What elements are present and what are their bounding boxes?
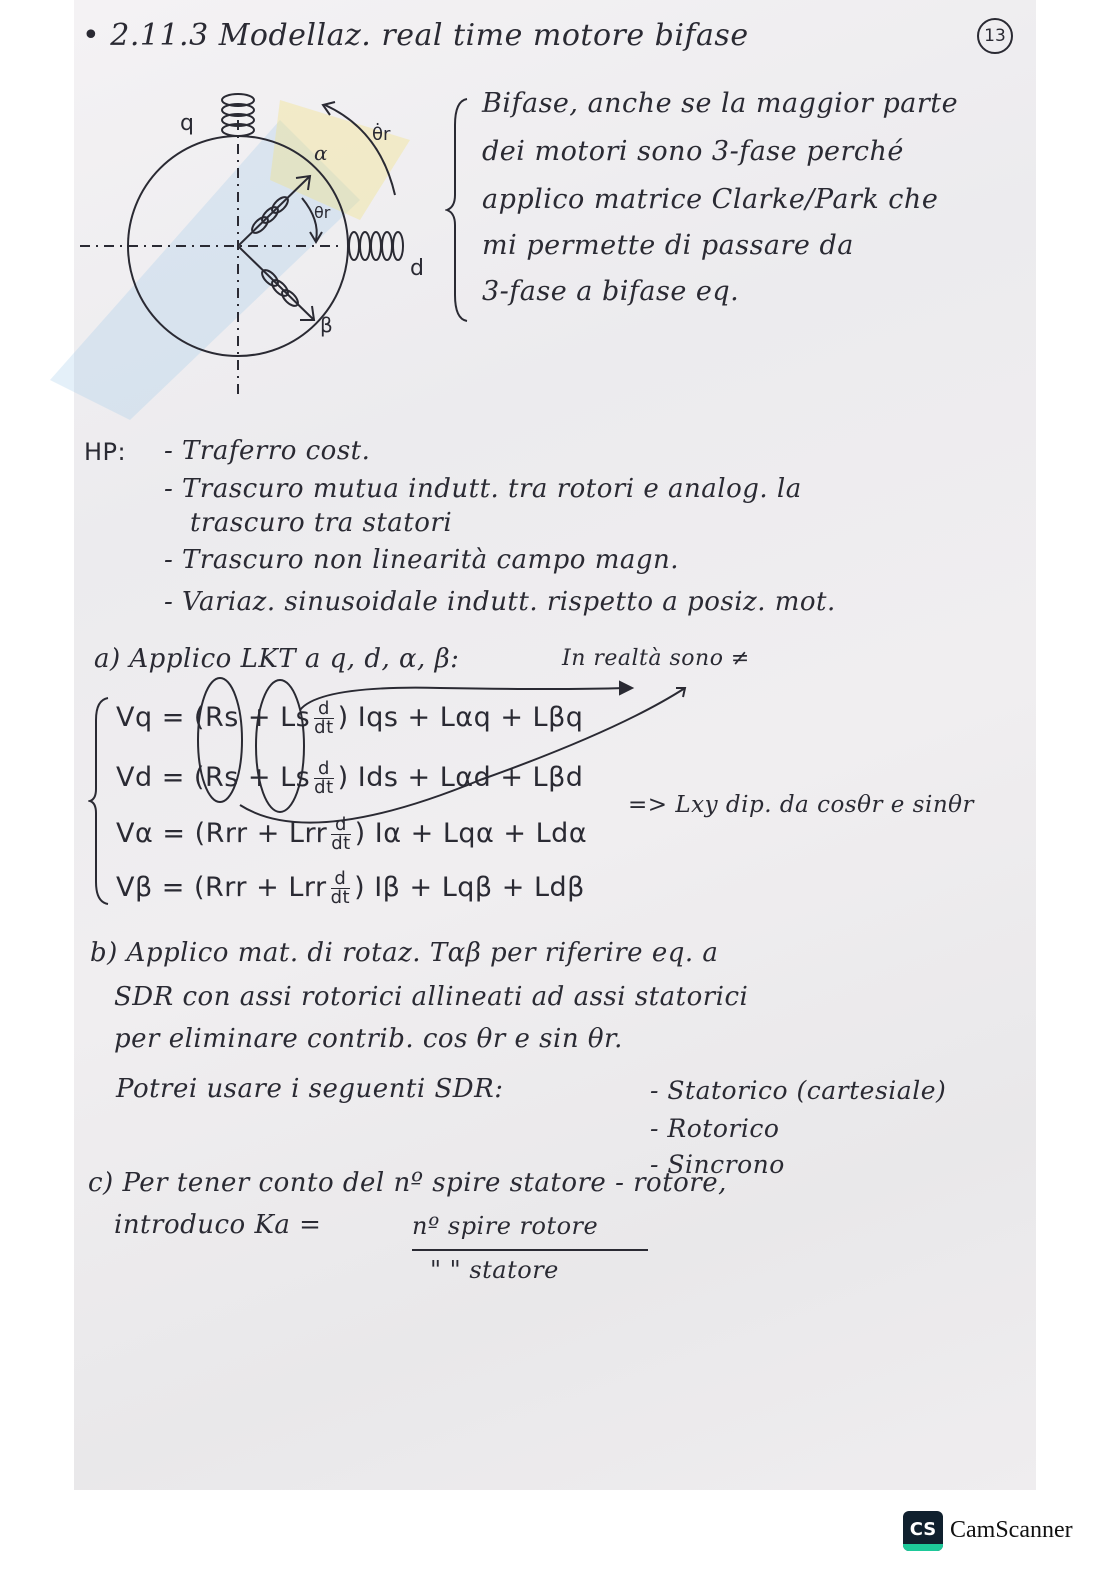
step-b-line-1: b) Applico mat. di rotaz. Tαβ per riferire eq. a <box>90 938 719 968</box>
hypothesis-3: - Trascuro non linearità campo magn. <box>164 545 680 575</box>
q-axis-label: q <box>180 111 194 136</box>
intro-line-3: applico matrice Clarke/Park che <box>482 184 939 215</box>
equation-vd: Vd = (Rs + Ls $\frac{d}{dt}$ ) Ids + Lαd + Lβd <box>116 758 584 798</box>
sdr-option-rotorico: - Rotorico <box>650 1114 780 1143</box>
step-b-line-2: SDR con assi rotorici allineati ad assi statorici <box>114 982 749 1012</box>
step-a-heading: a) Applico LKT a q, d, α, β: <box>94 644 460 674</box>
theta-r-dot-label: θ̇r <box>372 124 391 145</box>
implication-note: => Lxy dip. da cosθr e sinθr <box>628 792 974 818</box>
hypotheses-label: HP: <box>84 438 127 466</box>
d-axis-label: d <box>410 256 424 281</box>
intro-line-5: 3-fase a bifase eq. <box>482 276 740 307</box>
left-brace-icon <box>445 95 475 325</box>
hypothesis-2-cont: trascuro tra statori <box>190 508 453 538</box>
intro-line-1: Bifase, anche se la maggior parte <box>482 88 959 119</box>
camscanner-logo-icon: CS <box>903 1511 943 1551</box>
equation-valpha: Vα = (Rrr + Lrr $\frac{d}{dt}$ ) Iα + Lqα + Ldα <box>116 814 588 854</box>
step-b-line-3: per eliminare contrib. cos θr e sin θr. <box>114 1024 623 1054</box>
sdr-intro: Potrei usare i seguenti SDR: <box>116 1074 504 1104</box>
hypothesis-1: - Traferro cost. <box>164 436 371 466</box>
camscanner-brand: CamScanner <box>950 1517 1073 1543</box>
sdr-option-sincrono: - Sincrono <box>650 1150 785 1179</box>
step-c-line-1: c) Per tener conto del nº spire statore - rotore, <box>88 1168 727 1198</box>
beta-label: β <box>320 313 333 337</box>
sdr-option-statorico: - Statorico (cartesiale) <box>650 1076 947 1105</box>
page-number-badge: 13 <box>977 18 1013 54</box>
alpha-label: α <box>314 141 328 165</box>
ka-denominator: " " statore <box>430 1256 559 1284</box>
system-brace-icon <box>88 694 112 908</box>
equation-vbeta: Vβ = (Rrr + Lrr $\frac{d}{dt}$ ) Iβ + Lqβ + Ldβ <box>116 868 585 908</box>
motor-axes-diagram <box>70 70 450 410</box>
intro-line-2: dei motori sono 3-fase perché <box>482 136 904 167</box>
theta-r-label: θr <box>314 203 331 222</box>
section-title: • 2.11.3 Modellaz. real time motore bifase <box>82 18 749 53</box>
d-coil-icon <box>349 232 403 260</box>
equation-vq: Vq = (Rs + Ls $\frac{d}{dt}$ ) Iqs + Lαq + Lβq <box>116 698 584 738</box>
hypothesis-2: - Trascuro mutua indutt. tra rotori e analog. la <box>164 474 802 504</box>
intro-line-4: mi permette di passare da <box>482 230 854 261</box>
ka-numerator: nº spire rotore <box>412 1212 599 1240</box>
ka-fraction-line <box>412 1249 648 1251</box>
step-c-line-2: introduco Ka = <box>114 1210 322 1240</box>
step-a-note: In realtà sono ≠ <box>562 646 750 671</box>
hypothesis-4: - Variaz. sinusoidale indutt. rispetto a posiz. mot. <box>164 587 836 617</box>
